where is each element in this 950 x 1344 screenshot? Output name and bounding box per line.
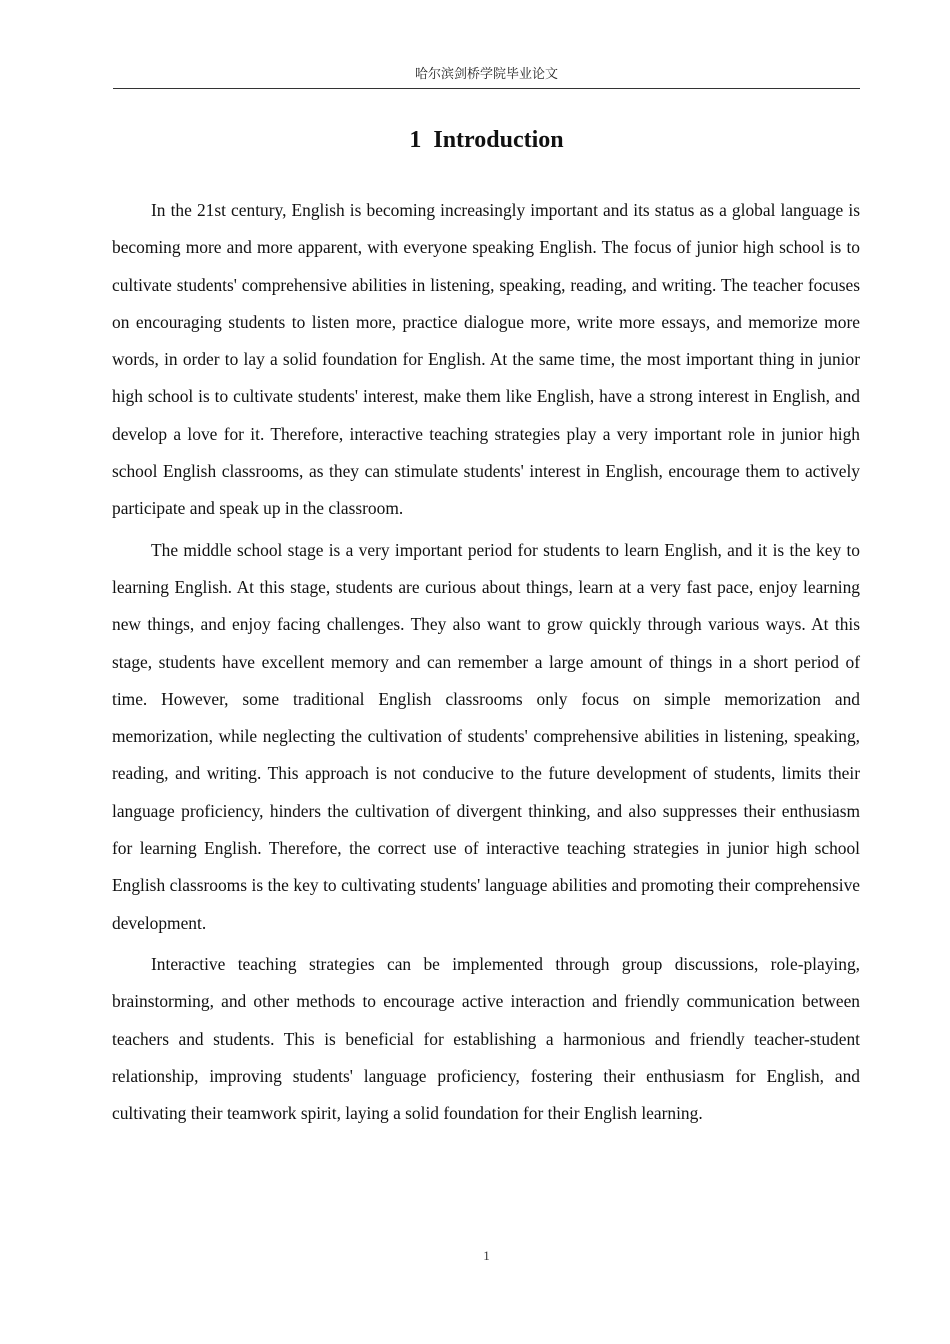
chapter-title-text: Introduction <box>433 127 564 153</box>
page-number: 1 <box>483 1248 490 1263</box>
chapter-title <box>113 124 860 156</box>
paragraph: In the 21st century, English is becoming increasingly important and its status as a global language is becoming more and more apparent, with everyone speaking English. The focus of junior high school is to cultivate students' comprehensive abilities in listening, speaking, reading, and writing. The teacher focuses on encouraging students to listen more, practice dialogue more, write more essays, and memorize more words, in order to lay a solid foundation for English. At the same time, the most important thing in junior high school is to cultivate students' interest, make them like English, have a strong interest in English, and develop a love for it. Therefore, interactive teaching strategies play a very important role in junior high school English classrooms, as they can stimulate students' interest in English, encourage them to actively participate and speak up in the classroom. <box>112 200 860 519</box>
chapter-number: 1 <box>409 127 422 153</box>
header-divider <box>113 88 860 89</box>
running-header: 哈尔滨剑桥学院毕业论文 <box>414 67 558 82</box>
paragraph: The middle school stage is a very important period for students to learn English, and it is the key to learning English. At this stage, students are curious about things, learn at a very fast pace, enjoy learning new things, and enjoy facing challenges. They also want to grow quickly through various ways. At this stage, students have excellent memory and can remember a large amount of things in a short period of time. However, some traditional English classrooms only focus on simple memorization and memorization, while neglecting the cultivation of students' comprehensive abilities in listening, speaking, reading, and writing. This approach is not conducive to the future development of students, limits their language proficiency, hinders the cultivation of divergent thinking, and also suppresses their enthusiasm for learning English. Therefore, the correct use of interactive teaching strategies in junior high school English classrooms is the key to cultivating students' language abilities and promoting their comprehensive development. <box>112 539 860 933</box>
paragraph: Interactive teaching strategies can be implemented through group discussions, role-playing, brainstorming, and other methods to encourage active interaction and friendly communication between teachers and students. This is beneficial for establishing a harmonious and friendly teacher-student relationship, improving students' language proficiency, fostering their enthusiasm for English, and cultivating their teamwork spirit, laying a solid foundation for their English learning. <box>112 953 860 1124</box>
body-text <box>112 192 860 1136</box>
